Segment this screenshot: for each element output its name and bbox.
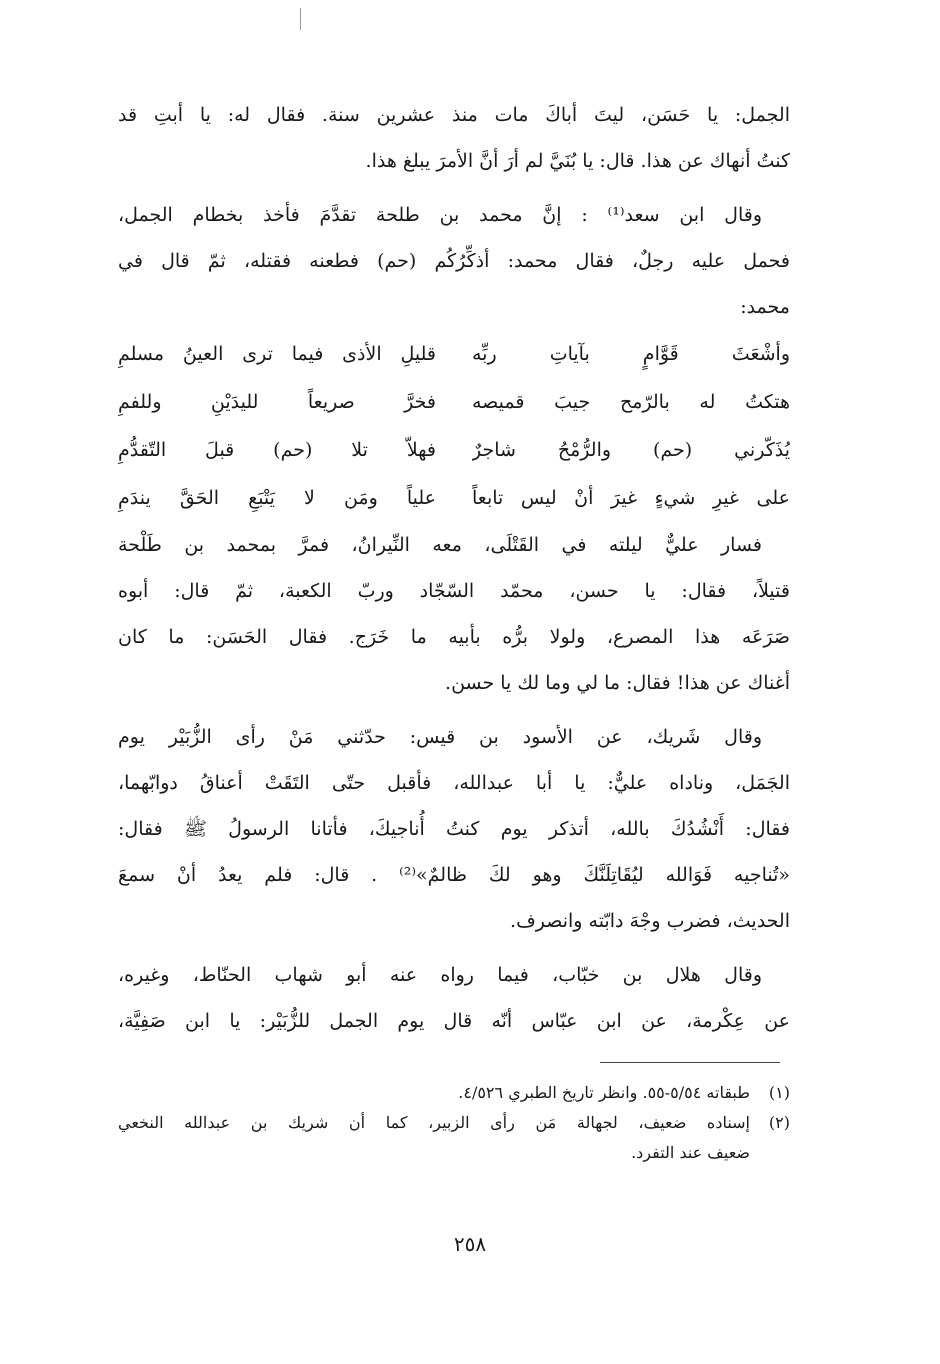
verse-line	[118, 378, 790, 426]
footnotes	[118, 1078, 790, 1168]
text-line: «تُناجيه فَوَالله ليُقَاتِلَنَّكَ وهو لكَ ظالمٌ»⁽²⁾ . قال: فلم يعدُ أنْ سمعَ	[118, 864, 790, 886]
text-line: وقال ابن سعد⁽¹⁾ : إنَّ محمد بن طلحة تقدَّمَ فأخذ بخطام الجمل،	[118, 204, 762, 226]
verse-second-hemistich: علياً ومَن لا يَتْبَعِ الحَقَّ يندَمِ	[118, 487, 436, 509]
scan-mark	[300, 8, 301, 30]
verse-first-hemistich: يُذَكّرني (حم) والرُّمْحُ شاجرٌ	[472, 439, 790, 461]
verse-first-hemistich: وأشْعَثَ قَوَّامٍ بآياتِ ربِّه	[472, 343, 790, 365]
text-line: الجَمَل، وناداه عليٌّ: يا أبا عبدالله، فأقبل حتّى التَقَتْ أعناقُ دوابّهما،	[118, 772, 790, 794]
text-line: فحمل عليه رجلٌ، فقال محمد: أذكِّرُكُم (حم) فطعنه فقتله، ثمّ قال في	[118, 250, 790, 272]
verse-first-hemistich: على غيرِ شيءٍ غيرَ أنْ ليس تابعاً	[472, 487, 790, 509]
verse-second-hemistich: فخرَّ صريعاً لليدَيْنِ وللفمِ	[118, 391, 436, 413]
verse-second-hemistich: فهلاّ تلا (حم) قبلَ التّقدُّمِ	[118, 439, 436, 461]
text-line: وقال هلال بن خبّاب، فيما رواه عنه أبو شهاب الحنّاط، وغيره،	[118, 964, 762, 986]
text-line: فقال: أَنْشُدُكَ بالله، أتذكر يوم كنتُ أُناجيكَ، فأتانا الرسولُ ﷺ فقال:	[118, 818, 790, 840]
page-number: ٢٥٨	[453, 1232, 487, 1256]
text-line: الجمل: يا حَسَن، ليتَ أباكَ مات منذ عشرين سنة. فقال له: يا أبتِ قد	[118, 104, 790, 126]
main-text	[118, 92, 790, 1044]
footnote-text: إسناده ضعيف، لجهالة مَن رأى الزبير، كما أن شريك بن عبدالله النخعي	[118, 1113, 750, 1132]
text-line: أغناك عن هذا! فقال: ما لي وما لك يا حسن.	[445, 672, 790, 694]
verse-line	[118, 426, 790, 474]
footnote-text: طبقاته ٥/٥٤-٥٥. وانظر تاريخ الطبري ٤/٥٢٦.	[458, 1083, 750, 1102]
text-line: عن عِكْرمة، عن ابن عبّاس أنّه قال يوم الجمل للزُّبَيْر: يا ابن صَفِيَّة،	[118, 1010, 790, 1032]
text-line: قتيلاً، فقال: يا حسن، محمّد السّجّاد وربّ الكعبة، ثمّ قال: أبوه	[118, 580, 790, 602]
footnote-number: (٢)	[768, 1113, 790, 1132]
verse-first-hemistich: هتكتُ له بالرّمح جيبَ قميصه	[472, 391, 790, 413]
verse-line	[118, 330, 790, 378]
text-line: كنتُ أنهاك عن هذا. قال: يا بُنَيَّ لم أرَ أنَّ الأمرَ يبلغ هذا.	[365, 150, 790, 172]
text-line: صَرَعَه هذا المصرع، ولولا برُّه بأبيه ما خَرَج. فقال الحَسَن: ما كان	[118, 626, 790, 648]
text-line: محمد:	[740, 296, 790, 318]
footnote-text: ضعيف عند التفرد.	[631, 1143, 750, 1162]
verse-second-hemistich: قليلِ الأذى فيما ترى العينُ مسلمِ	[118, 343, 436, 365]
footnote	[118, 1078, 790, 1108]
text-line: وقال شَريك، عن الأسود بن قيس: حدّثني مَنْ رأى الزُّبَيْر يوم	[118, 726, 762, 748]
text-line: الحديث، فضرب وجْهَ دابّته وانصرف.	[510, 910, 790, 932]
footnote	[118, 1108, 790, 1168]
footnote-separator	[600, 1062, 780, 1063]
footnote-number: (١)	[768, 1083, 790, 1102]
text-line: فسار عليٌّ ليلته في القَتْلَى، معه النِّيرانُ، فمرَّ بمحمد بن طَلْحة	[118, 534, 762, 556]
verse-line	[118, 474, 790, 522]
